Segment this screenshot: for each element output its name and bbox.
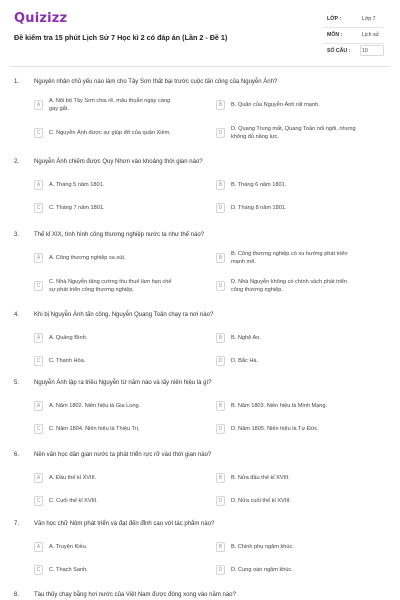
option-text: D. Cung oán ngâm khúc.: [231, 567, 293, 573]
option-letter-box: B: [216, 401, 225, 411]
option-text: C. Năm 1804. Niên hiệu là Thiệu Trị.: [49, 426, 140, 432]
option-text: D. Nhà Nguyễn không có chính sách phát triển: [231, 279, 347, 285]
option-letter-box: D: [216, 424, 225, 434]
meta-row-class: [318, 12, 388, 28]
meta-value: Lớp 7: [362, 16, 376, 22]
option-text: B. Nghệ An.: [231, 335, 261, 341]
quizizz-logo: Quizizz: [14, 11, 68, 26]
meta-row-count: [318, 44, 388, 60]
question-number: 7.: [14, 521, 20, 527]
question-text: Nền văn học dân gian nước ta phát triển rực rỡ vào thời gian nào?: [34, 452, 212, 458]
question-text: Khi bị Nguyễn Ánh tấn công, Nguyễn Quang Toản chạy ra nơi nào?: [34, 312, 214, 318]
option-text: B. Năm 1803. Niên hiệu là Minh Mạng.: [231, 403, 328, 409]
option-text-continued: sự phát triển công thương nghiệp.: [49, 287, 134, 293]
option-text: C. Nhà Nguyễn tăng cường thu thuế làm hạn chế: [49, 279, 172, 285]
option-text: A. Tháng 5 năm 1801.: [49, 182, 105, 188]
question-text: Văn học chữ Nôm phát triển và đạt đến đỉnh cao với tác phẩm nào?: [34, 521, 215, 527]
option-letter-box: D: [216, 496, 225, 506]
option-text: C. Nguyễn Ánh được sự giúp đỡ của quân Xiêm.: [49, 130, 171, 136]
meta-value: 10: [362, 48, 368, 54]
question-number: 4.: [14, 312, 20, 318]
option-letter-box: A: [34, 100, 43, 110]
option-text: B. Quân của Nguyễn Ánh rất mạnh.: [231, 102, 320, 108]
question-number: 2.: [14, 159, 20, 165]
option-letter-box: B: [216, 100, 225, 110]
meta-label: SỐ CÂU :: [327, 48, 351, 54]
option-letter-box: A: [34, 333, 43, 343]
option-text-continued: không đủ năng lực.: [231, 134, 279, 140]
option-letter-box: B: [216, 333, 225, 343]
option-letter-box: D: [216, 356, 225, 366]
meta-label: LỚP :: [327, 16, 342, 22]
document-title: Đề kiểm tra 15 phút Lịch Sử 7 Học kì 2 có đáp án (Lần 2 - Đề 1): [14, 33, 228, 42]
meta-label: MÔN :: [327, 32, 343, 38]
option-text: D. Nửa cuối thế kỉ XVIII.: [231, 498, 292, 504]
question-number: 5.: [14, 380, 20, 386]
option-letter-box: D: [216, 203, 225, 213]
option-text: C. Tháng 7 năm 1801.: [49, 205, 105, 211]
option-text: C. Thạch Sanh.: [49, 567, 88, 573]
option-letter-box: B: [216, 253, 225, 263]
question-text: Tàu thủy chạy bằng hơi nước của Việt Nam được đóng xong vào năm nào?: [34, 592, 236, 598]
meta-info: [318, 12, 388, 60]
option-text-continued: mạnh mẽ.: [231, 259, 256, 265]
option-letter-box: B: [216, 473, 225, 483]
option-text: A. Công thương nghiệp sa sút.: [49, 255, 126, 261]
option-letter-box: B: [216, 542, 225, 552]
option-text: D. Tháng 8 năm 1801.: [231, 205, 287, 211]
option-text: D. Quang Trung mất, Quang Toản nối ngôi, nhưng: [231, 126, 356, 132]
option-letter-box: A: [34, 180, 43, 190]
option-text: A. Năm 1802. Niên hiệu là Gia Long.: [49, 403, 141, 409]
option-letter-box: A: [34, 401, 43, 411]
meta-row-subject: [318, 28, 388, 44]
option-letter-box: D: [216, 565, 225, 575]
option-letter-box: C: [34, 281, 43, 291]
question-number: 6.: [14, 452, 20, 458]
option-text: C. Thanh Hóa.: [49, 358, 86, 364]
option-letter-box: D: [216, 128, 225, 138]
option-text: C. Cuối thế kỉ XVIII.: [49, 498, 98, 504]
option-letter-box: C: [34, 496, 43, 506]
option-text: A. Nội bộ Tây Sơn chia rẽ, mâu thuẫn ngày càng: [49, 98, 171, 104]
question-number: 1.: [14, 79, 20, 85]
option-letter-box: A: [34, 253, 43, 263]
option-text: A. Đầu thế kỉ XVIII.: [49, 475, 97, 481]
option-letter-box: A: [34, 473, 43, 483]
question-text: Thế kỉ XIX, tình hình công thương nghiệp nước ta như thế nào?: [34, 232, 205, 238]
option-text-continued: gay gắt.: [49, 106, 69, 112]
option-letter-box: C: [34, 356, 43, 366]
option-text: D. Năm 1805. Niên hiệu là Tự Đức.: [231, 426, 319, 432]
option-letter-box: C: [34, 203, 43, 213]
option-letter-box: C: [34, 565, 43, 575]
option-letter-box: D: [216, 281, 225, 291]
option-text: B. Công thương nghiệp có xu hướng phát triển: [231, 251, 348, 257]
option-letter-box: B: [216, 180, 225, 190]
option-letter-box: A: [34, 542, 43, 552]
header-divider: [10, 66, 390, 67]
option-letter-box: C: [34, 128, 43, 138]
option-text: A. Quảng Bình.: [49, 335, 88, 341]
question-text: Nguyên nhân chủ yếu nào làm cho Tây Sơn thất bại trước cuộc tấn công của Nguyễn Ánh?: [34, 79, 278, 85]
option-text: D. Bắc Hà.: [231, 358, 259, 364]
document-header: [0, 0, 400, 66]
option-text-continued: công thương nghiệp.: [231, 287, 283, 293]
option-text: A. Truyện Kiều.: [49, 544, 88, 550]
question-text: Nguyễn Ánh lập ra triều Nguyễn từ năm nào và lấy niên hiệu là gì?: [34, 380, 212, 386]
question-number: 3.: [14, 232, 20, 238]
question-text: Nguyễn Ánh chiếm được Quy Nhơn vào khoảng thời gian nào?: [34, 159, 203, 165]
option-letter-box: C: [34, 424, 43, 434]
option-text: B. Tháng 6 năm 1801.: [231, 182, 287, 188]
option-text: B. Chinh phụ ngâm khúc.: [231, 544, 294, 550]
meta-value: Lịch sử: [362, 32, 380, 38]
option-text: B. Nửa đầu thế kỉ XVIII.: [231, 475, 290, 481]
question-number: 8.: [14, 592, 20, 598]
